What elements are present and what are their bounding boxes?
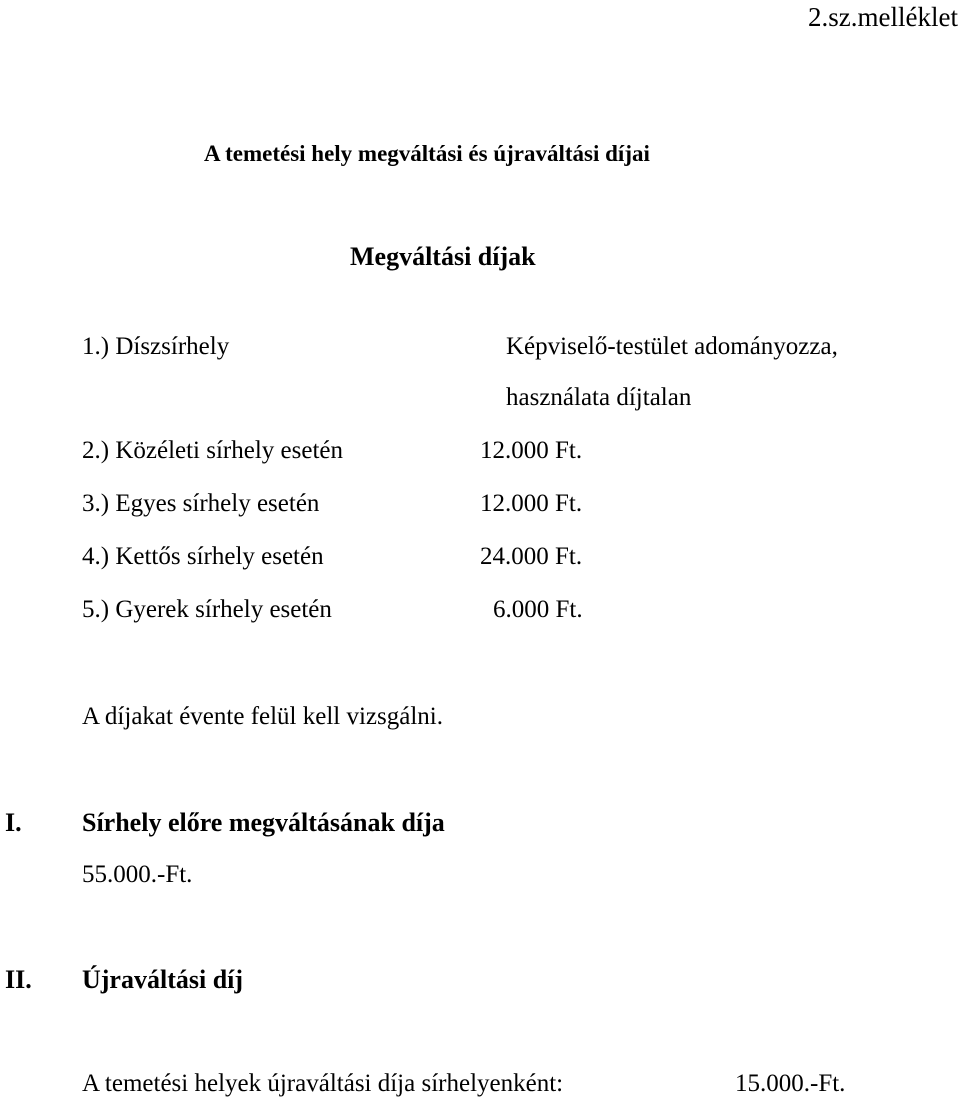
fee-value: Képviselő-testület adományozza,	[506, 333, 838, 360]
section-two-heading: Újraváltási díj	[82, 965, 244, 994]
fee-label: 3.) Egyes sírhely esetén	[82, 490, 320, 517]
fee-value: 12.000 Ft.	[480, 490, 583, 517]
fee-label: 2.) Közéleti sírhely esetén	[82, 437, 344, 464]
section-one-numeral: I.	[5, 808, 22, 837]
fee-label: 4.) Kettős sírhely esetén	[82, 543, 324, 570]
fee-label: 5.) Gyerek sírhely esetén	[82, 596, 332, 623]
annex-label: 2.sz.melléklet	[808, 2, 958, 32]
section-one-amount: 55.000.-Ft.	[82, 861, 193, 888]
section-two-text: A temetési helyek újraváltási díja sírhelyenként:	[82, 1070, 564, 1097]
section-two-numeral: II.	[5, 965, 32, 994]
document-title: A temetési hely megváltási és újraváltási díjai	[204, 141, 650, 166]
fee-value: 12.000 Ft.	[480, 437, 583, 464]
section-one-heading: Sírhely előre megváltásának díja	[82, 808, 445, 837]
fee-value: 24.000 Ft.	[480, 543, 583, 570]
fee-value: 6.000 Ft.	[493, 596, 583, 623]
fee-value-continuation: használata díjtalan	[506, 384, 692, 411]
section-heading: Megváltási díjak	[350, 242, 536, 271]
review-note: A díjakat évente felül kell vizsgálni.	[82, 703, 443, 730]
fee-label: 1.) Díszsírhely	[82, 333, 230, 360]
section-two-amount: 15.000.-Ft.	[735, 1070, 846, 1097]
